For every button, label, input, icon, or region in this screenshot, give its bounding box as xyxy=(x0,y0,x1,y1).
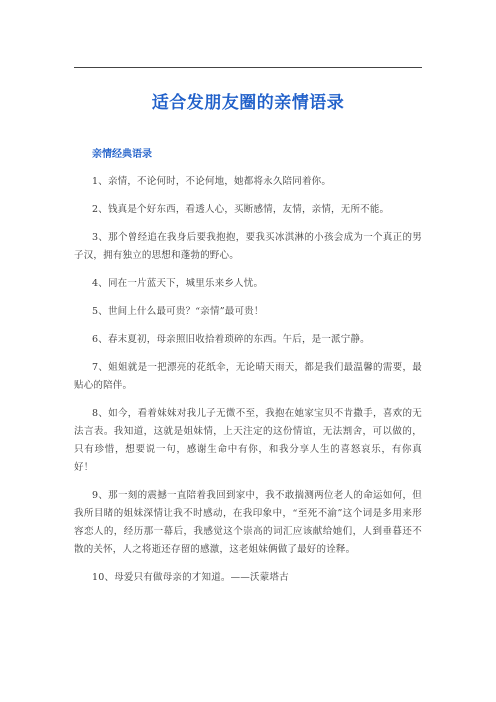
quote-item-10: 10、母爱只有做母亲的才知道。——沃蒙塔古 xyxy=(92,572,289,583)
quote-item-3: 3、那个曾经追在我身后要我抱抱，要我买冰淇淋的小孩会成为一个真正的男子汉，拥有独立的思想和蓬勃的野心。 xyxy=(74,232,422,261)
section-heading: 亲情经典语录 xyxy=(92,149,152,160)
quote-item-2: 2、钱真是个好东西，看透人心，买断感情，友情，亲情，无所不能。 xyxy=(92,204,390,215)
quote-item-1: 1、亲情，不论何时，不论何地，她都将永久陪同着你。 xyxy=(92,176,332,187)
document-title: 适合发朋友圈的亲情语录 xyxy=(151,93,345,113)
quote-list xyxy=(74,173,422,587)
quote-item-6: 6、春末夏初，母亲照旧收拾着琐碎的东西。午后，是一派宁静。 xyxy=(92,334,370,345)
header-rule xyxy=(74,67,422,68)
document-body xyxy=(74,147,422,597)
quote-item-4: 4、同在一片蓝天下，城里乐来乡人忧。 xyxy=(92,278,264,289)
quote-item-9: 9、那一刻的震撼一直陪着我回到家中，我不敢揣测两位老人的命运如何，但我所目睹的姐妹深情让我不时感动，在我印象中，“至死不渝”这个词是多用来形容恋人的，经历那一幕后，我感觉这个崇高的词汇应该献给她们，人到垂暮还不散的关怀，人之将逝还存留的感激，这老姐妹俩做了最好的诠释。 xyxy=(74,490,422,555)
quote-item-7: 7、姐姐就是一把漂亮的花纸伞，无论晴天雨天，都是我们最温馨的需要，最贴心的陪伴。 xyxy=(74,362,422,391)
quote-item-5: 5、世间上什么最可贵？“亲情”最可贵！ xyxy=(92,306,264,317)
quote-item-8: 8、如今，看着妹妹对我儿子无微不至，我抱在她家宝贝不肯撒手，喜欢的无法言表。我知道，这就是姐妹情，上天注定的这份情谊，无法割舍，可以做的，只有珍惜，想要说一句，感谢生命中有你，和我分享人生的喜怒哀乐，有你真好！ xyxy=(74,408,422,473)
